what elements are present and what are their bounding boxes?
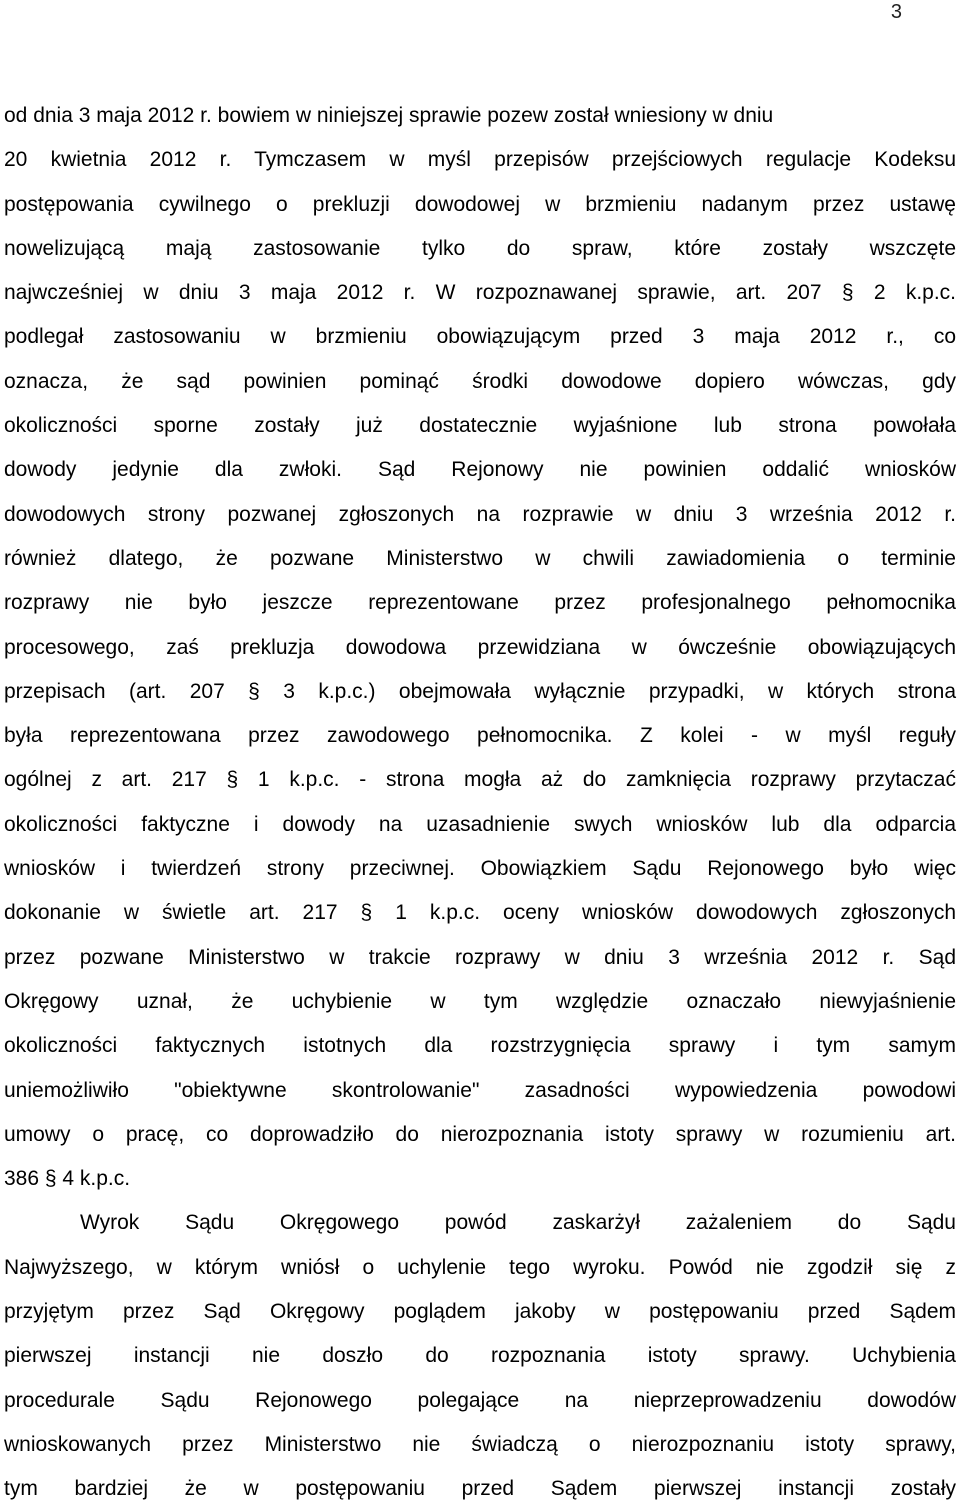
text-line: wniosków i twierdzeń strony przeciwnej. Obowiązkiem Sądu Rejonowego było więc: [4, 857, 956, 881]
text-line: nowelizującą mają zastosowanie tylko do spraw, które zostały wszczęte: [4, 236, 956, 260]
text-line: procesowego, zaś prekluzja dowodowa przewidziana w ówcześnie obowiązujących: [4, 635, 956, 659]
text-line: procedurale Sądu Rejonowego polegające na nieprzeprowadzeniu dowodów: [4, 1388, 956, 1412]
text-line: Najwyższego, w którym wniósł o uchylenie tego wyroku. Powód nie zgodził się z: [4, 1255, 956, 1279]
text-line: uniemożliwiło "obiektywne skontrolowanie" zasadności wypowiedzenia powodowi: [4, 1078, 956, 1102]
text-line: 386 § 4 k.p.c.: [4, 1167, 131, 1191]
text-line: umowy o pracę, co doprowadziło do nierozpoznania istoty sprawy w rozumieniu art.: [4, 1122, 956, 1146]
text-line: dowody jedynie dla zwłoki. Sąd Rejonowy nie powinien oddalić wniosków: [4, 458, 956, 482]
text-line: najwcześniej w dniu 3 maja 2012 r. W rozpoznawanej sprawie, art. 207 § 2 k.p.c.: [4, 281, 956, 305]
document-body: [4, 94, 956, 1512]
text-line: rozprawy nie było jeszcze reprezentowane przez profesjonalnego pełnomocnika: [4, 591, 956, 615]
text-line: Okręgowy uznał, że uchybienie w tym względzie oznaczało niewyjaśnienie: [4, 989, 956, 1013]
page-number: 3: [890, 1, 902, 23]
text-line: okoliczności sporne zostały już dostatecznie wyjaśnione lub strona powołała: [4, 414, 956, 438]
text-line: podlegał zastosowaniu w brzmieniu obowiązującym przed 3 maja 2012 r., co: [4, 325, 956, 349]
text-line: przez pozwane Ministerstwo w trakcie rozprawy w dniu 3 września 2012 r. Sąd: [4, 945, 956, 969]
text-line: ogólnej z art. 217 § 1 k.p.c. - strona mogła aż do zamknięcia rozprawy przytaczać: [4, 768, 956, 792]
text-line: tym bardziej że w postępowaniu przed Sądem pierwszej instancji zostały: [4, 1477, 956, 1501]
text-line: przepisach (art. 207 § 3 k.p.c.) obejmowała wyłącznie przypadki, w których strona: [4, 679, 956, 703]
text-line: przyjętym przez Sąd Okręgowy poglądem jakoby w postępowaniu przed Sądem: [4, 1300, 956, 1324]
text-line: pierwszej instancji nie doszło do rozpoznania istoty sprawy. Uchybienia: [4, 1344, 956, 1368]
text-line: 20 kwietnia 2012 r. Tymczasem w myśl przepisów przejściowych regulacje Kodeksu: [4, 148, 956, 172]
text-line: dowodowych strony pozwanej zgłoszonych na rozprawie w dniu 3 września 2012 r.: [4, 502, 956, 526]
text-line: oznacza, że sąd powinien pominąć środki dowodowe dopiero wówczas, gdy: [4, 369, 956, 393]
text-line: wnioskowanych przez Ministerstwo nie świadczą o nierozpoznaniu istoty sprawy,: [4, 1432, 956, 1456]
text-line: postępowania cywilnego o prekluzji dowodowej w brzmieniu nadanym przez ustawę: [4, 192, 956, 216]
text-line: od dnia 3 maja 2012 r. bowiem w niniejszej sprawie pozew został wniesiony w dniu: [4, 104, 774, 127]
text-line: była reprezentowana przez zawodowego pełnomocnika. Z kolei - w myśl reguły: [4, 724, 956, 748]
text-line: okoliczności faktycznych istotnych dla rozstrzygnięcia sprawy i tym samym: [4, 1034, 956, 1058]
text-line: również dlatego, że pozwane Ministerstwo w chwili zawiadomienia o terminie: [4, 546, 956, 570]
text-line: okoliczności faktyczne i dowody na uzasadnienie swych wniosków lub dla odparcia: [4, 812, 956, 836]
text-line: Wyrok Sądu Okręgowego powód zaskarżył zażaleniem do Sądu: [80, 1211, 956, 1235]
text-line: dokonanie w świetle art. 217 § 1 k.p.c. oceny wniosków dowodowych zgłoszonych: [4, 901, 956, 925]
